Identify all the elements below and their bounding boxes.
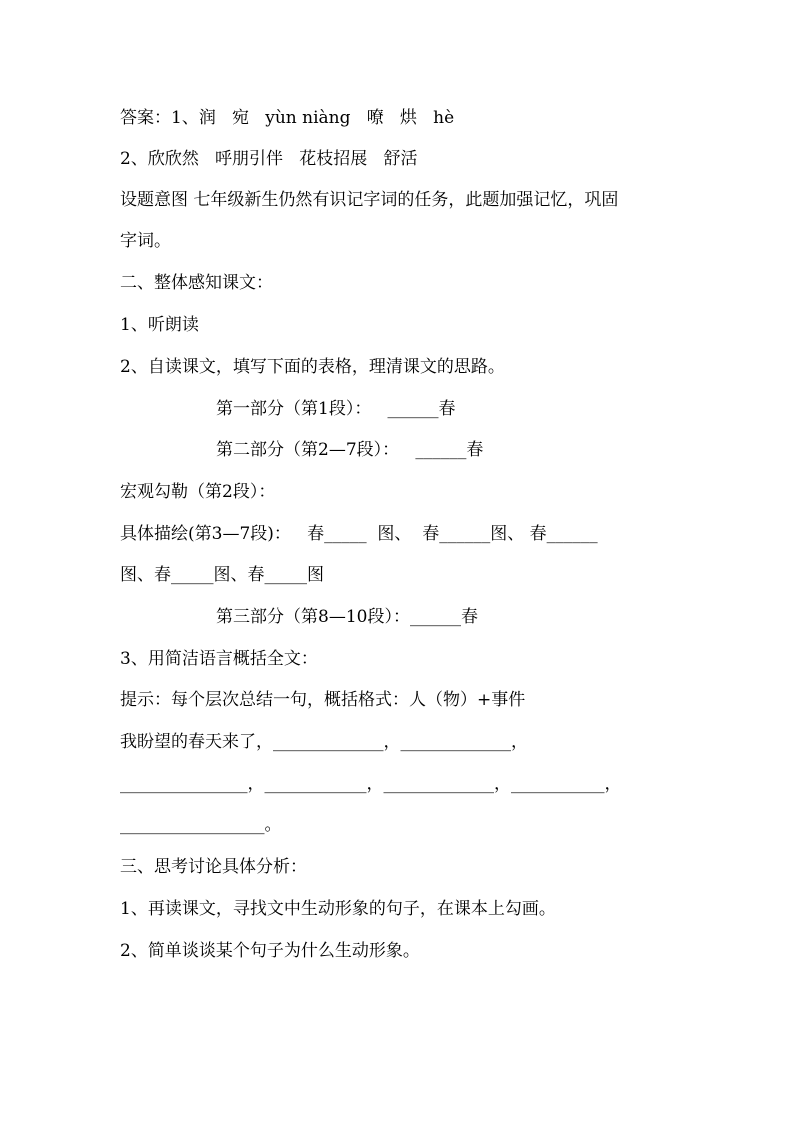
- part-one-line: 第一部分（第1段）： ______春: [216, 399, 456, 419]
- detail-description-line-1: 具体描绘(第3—7段)： 春_____ 图、 春______图、 春______: [120, 524, 598, 544]
- design-intent-line-2: 字词。: [120, 231, 171, 251]
- answer-line-2: 2、欣欣然 呼朋引伴 花枝招展 舒活: [120, 149, 418, 169]
- fill-blank-line-1: 我盼望的春天来了，_____________，_____________，: [120, 732, 528, 752]
- part-three-line: 第三部分（第8—10段）：______春: [216, 607, 478, 627]
- macro-outline-line: 宏观勾勒（第2段）：: [120, 482, 276, 502]
- task-listen: 1、听朗读: [120, 315, 199, 335]
- section-heading-2: 二、整体感知课文：: [120, 273, 273, 293]
- task-self-read: 2、自读课文，填写下面的表格，理清课文的思路。: [120, 357, 505, 377]
- fill-blank-line-3: _________________。: [120, 815, 282, 835]
- design-intent-line-1: 设题意图 七年级新生仍然有识记字词的任务，此题加强记忆，巩固: [120, 190, 619, 210]
- task-summarize: 3、用简洁语言概括全文：: [120, 649, 318, 669]
- answer-line-1: 答案：1、润 宛 yùn niàng 嘹 烘 hè: [120, 108, 455, 128]
- task-discuss: 2、简单谈谈某个句子为什么生动形象。: [120, 941, 420, 961]
- detail-description-line-2: 图、春_____图、春_____图: [120, 565, 324, 585]
- fill-blank-line-2: _______________，____________，_____________，___________，: [120, 774, 622, 794]
- hint-line: 提示：每个层次总结一句，概括格式：人（物）+事件: [120, 690, 526, 710]
- task-reread: 1、再读课文，寻找文中生动形象的句子，在课本上勾画。: [120, 899, 556, 919]
- section-heading-3: 三、思考讨论具体分析：: [120, 857, 307, 877]
- part-two-line: 第二部分（第2—7段）： ______春: [216, 440, 484, 460]
